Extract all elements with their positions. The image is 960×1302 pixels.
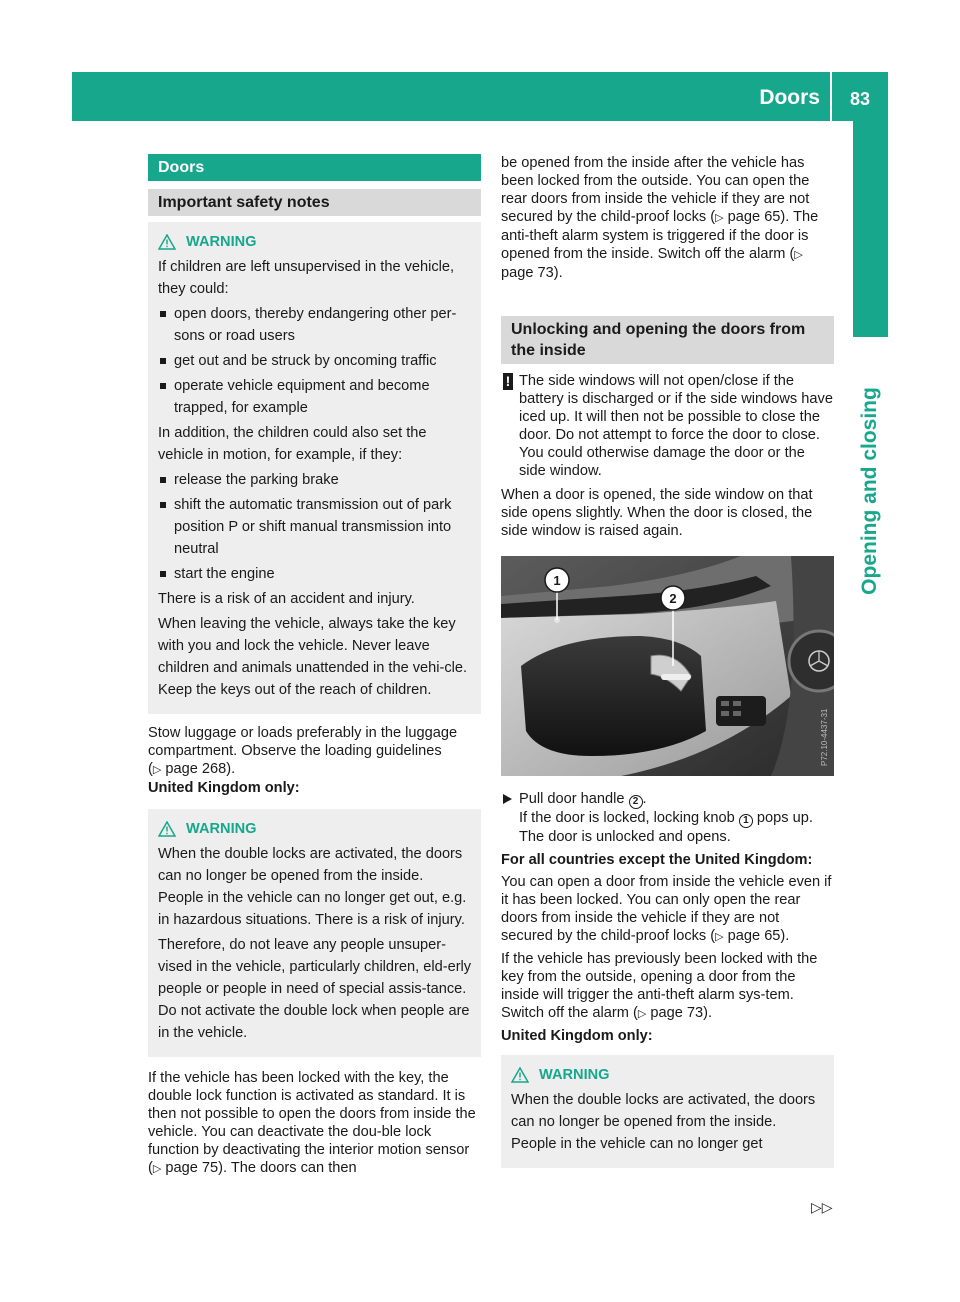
door-interior-figure [501,556,834,776]
luggage-paragraph: Stow luggage or loads preferably in the luggage compartment. Observe the loading guidelines (▷ page 268). [148,725,458,777]
uk-only-label: United Kingdom only: [148,780,300,796]
warning-middle: In addition, the children could also set the vehicle in motion, for example, if they: [158,425,427,463]
page-ref-75[interactable]: page 75). The doors can then [165,1160,357,1176]
warning-text-1: When the double locks are activated, the doors can no longer be opened from the inside. People in the vehicle can no longer get out, e.g. in hazardous situations. There is a risk of injury. [158,846,467,928]
page-ref-73[interactable]: page 73). [501,265,563,281]
note-side-windows: ! The side windows will not open/close if the battery is discharged or if the side windows have iced up. It will then not be possible to close the door. Do not attempt to force the door to close. You could otherwise damage the door or the side window. [501,372,834,480]
door-illustration [501,556,834,776]
page-ref-268[interactable]: page 268). [165,761,236,777]
warning-list-2 [158,469,472,585]
continued-icon: ▷▷ [811,1199,833,1215]
warning-triangle-icon [158,234,176,250]
continued-paragraph: be opened from the inside after the vehicle has been locked from the outside. You can open the rear doors from inside the vehicle if they are not secured by the child-proof locks (▷ page 65). The anti-theft alarm system is triggered if the door is opened from the inside. Switch off the alarm (▷ page 73). [501,155,819,281]
locked-key-paragraph: If the vehicle has previously been locked with the key from the outside, opening a door from the inside will trigger the anti-theft alarm sys-tem. Switch off the alarm (▷ page 73). [501,951,818,1021]
page-number: 83 [849,89,870,109]
except-uk-paragraph: You can open a door from inside the vehicle even if it has been locked. You can only open the rear doors from inside the vehicle if they are not secured by the child-proof locks (▷ page 65). [501,874,832,944]
notice-icon: ! [503,373,513,390]
page-ref-arrow-icon: ▷ [715,212,724,224]
warning-intro: If children are left unsupervised in the vehicle, they could: [158,259,455,297]
section-header-bar [72,72,888,121]
list-item: start the engine [158,563,472,585]
section-title: Doors [759,86,820,109]
list-item: open doors, thereby endangering other per-sons or road users [158,303,472,347]
warning-title: WARNING [158,819,472,839]
heading-doors: Doors [148,154,481,181]
page-ref-arrow-icon: ▷ [715,931,724,943]
left-column [148,154,481,1178]
header-divider [830,72,832,121]
step-arrow-icon [503,794,512,804]
page-ref-65[interactable]: page 65). [727,209,790,225]
warning-box-children [148,222,481,714]
step-pull-handle: Pull door handle 2 . If the door is locked, locking knob 1 pops up. The door is unlocked and opens. [501,790,834,846]
figure-callout-1: 1 [553,573,561,588]
side-window-paragraph: When a door is opened, the side window on that side opens slightly. When the door is closed, the side window is raised again. [501,487,813,539]
page-ref-arrow-icon: ▷ [637,1008,647,1020]
list-item: shift the automatic transmission out of park position P or shift manual transmission into neutral [158,494,472,560]
warning-text-2: Therefore, do not leave any people unsuper-vised in the vehicle, particularly children, eld-erly people or people in need of special assis-tance. Do not activate the double lock when people are in the vehicle. [158,937,472,1041]
page-ref-arrow-icon: ▷ [152,764,162,776]
heading-important-safety-notes: Important safety notes [148,189,481,216]
chapter-label: Opening and closing [858,387,881,595]
page-ref-73[interactable]: page 73). [650,1005,713,1021]
list-item: operate vehicle equipment and become trapped, for example [158,375,472,419]
page-ref-arrow-icon: ▷ [152,1163,162,1175]
warning-triangle-icon [158,821,176,837]
warning-title: WARNING [158,232,472,252]
warning-box-double-locks [148,809,481,1057]
warning-text: When the double locks are activated, the doors can no longer be opened from the inside. People in the vehicle can no longer get [511,1092,816,1152]
except-uk-label: For all countries except the United Kingdom: [501,852,813,868]
uk-only-label: United Kingdom only: [501,1028,653,1044]
figure-callout-2: 2 [669,591,677,606]
list-item: get out and be struck by oncoming traffic [158,350,472,372]
warning-risk: There is a risk of an accident and injury. [158,591,415,607]
warning-title: WARNING [511,1065,825,1085]
callout-1-ref: 1 [739,814,753,828]
page-ref-arrow-icon: ▷ [794,249,803,261]
callout-2-ref: 2 [629,795,643,809]
warning-list-1 [158,303,472,419]
heading-unlocking-from-inside: Unlocking and opening the doors from the inside [501,316,834,364]
warning-triangle-icon [511,1067,529,1083]
figure-code: P72.10-4437-31 [820,708,829,766]
right-column [501,154,834,1168]
warning-box-double-locks-right [501,1055,834,1168]
warning-advice: When leaving the vehicle, always take the key with you and lock the vehicle. Never leave children and animals unattended in the vehi-cle. Keep the keys out of the reach of children. [158,616,468,698]
page-ref-65[interactable]: page 65). [727,928,790,944]
chapter-tab [853,121,888,337]
double-lock-paragraph: If the vehicle has been locked with the key, the double lock function is activated as standard. It is then not possible to open the doors from inside the vehicle. You can deactivate the dou-ble lock function by deactivating the interior motion sensor (▷ page 75). The doors can then [148,1070,476,1176]
list-item: release the parking brake [158,469,472,491]
